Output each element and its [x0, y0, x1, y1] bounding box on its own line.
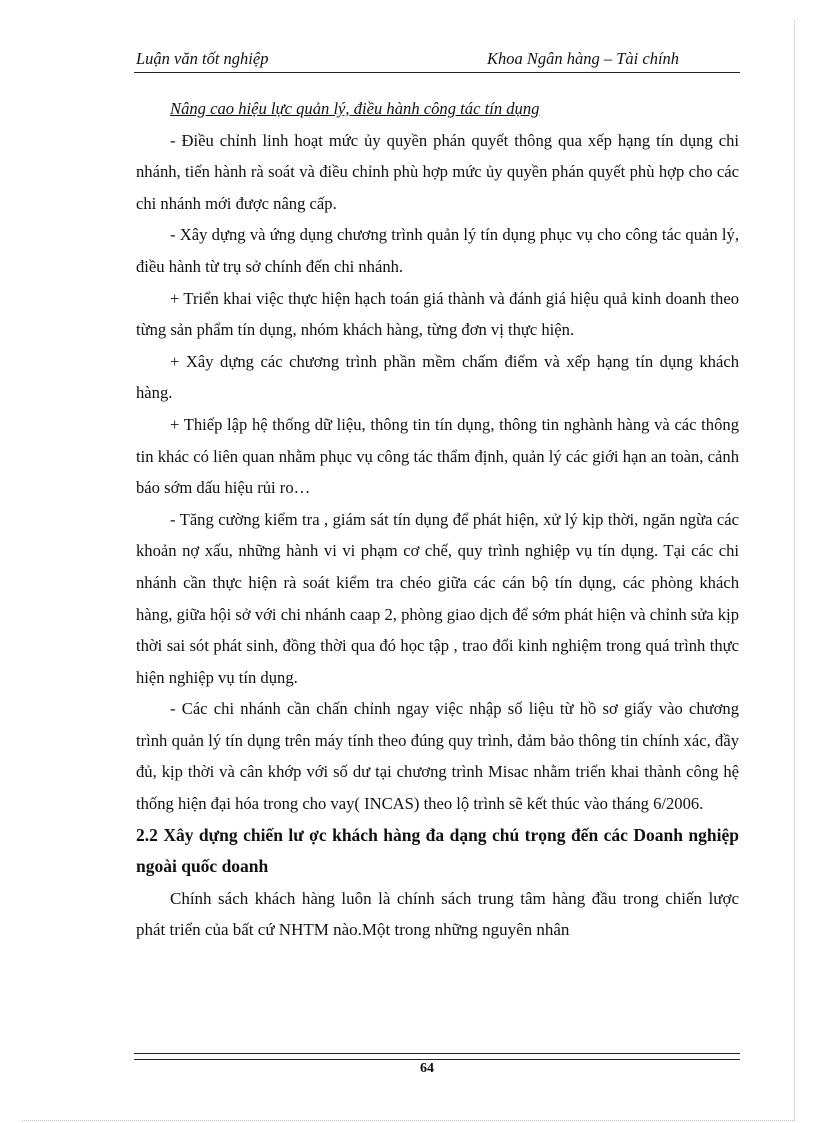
page-number: 64	[420, 1061, 434, 1076]
paragraph-customer-policy: Chính sách khách hàng luôn là chính sách trung tâm hàng đầu trong chiến lược phát triển của bất cứ NHTM nào.Một trong những nguyên nhân	[136, 888, 739, 940]
document-body	[136, 93, 739, 946]
footer-double-rule	[134, 1053, 740, 1060]
paragraph-delegation: - Điều chỉnh linh hoạt mức ủy quyền phán quyết thông qua xếp hạng tín dụng chi nhánh, tiến hành rà soát và điều chỉnh phù hợp mức ủy quyền phán quyết phù hợp cho các chi nhánh mới được nâng cấp.	[136, 130, 739, 213]
section-heading-2-2: 2.2 Xây dựng chiến lư ợc khách hàng đa dạng chú trọng đến các Doanh nghiệp ngoài quốc doanh	[136, 824, 739, 877]
header-thesis-title: Luận văn tốt nghiệp	[136, 49, 269, 68]
paragraph-data-system: + Thiếp lập hệ thống dữ liệu, thông tin tín dụng, thông tin nghành hàng và các thông tin khác có liên quan nhằm phục vụ công tác thẩm định, quản lý các giới hạn an toàn, cảnh báo sớm dấu hiệu rủi ro…	[136, 414, 739, 498]
paragraph-data-entry: - Các chi nhánh cần chấn chỉnh ngay việc nhập số liệu từ hồ sơ giấy vào chương trình quản lý tín dụng trên máy tính theo đúng quy trình, đảm bảo thông tin chính xác, đầy đủ, kịp thời và cân khớp với số dư tại chương trình Misac nhằm triển khai thành công hệ thống hiện đại hóa trong cho vay( INCAS) theo lộ trình sẽ kết thúc vào tháng 6/2006.	[136, 699, 739, 814]
paragraph-inspection: - Tăng cường kiểm tra , giám sát tín dụng để phát hiện, xử lý kịp thời, ngăn ngừa các khoản nợ xấu, những hành vi vi phạm cơ chế, quy trình nghiệp vụ tín dụng. Tại các chi nhánh cần thực hiện rà soát kiểm tra chéo giữa các cán bộ tín dụng, các phòng khách hàng, giữa hội sở với chi nhánh caap 2, phòng giao dịch để sớm phát hiện và chỉnh sửa kịp thời sai sót phát sinh, đồng thời qua đó học tập , trao đổi kinh nghiệm trong quá trình thực hiện nghiệp vụ tín dụng.	[136, 509, 739, 687]
section-subheading: Nâng cao hiệu lực quản lý, điều hành công tác tín dụng	[170, 99, 540, 118]
paragraph-cost-accounting: + Triển khai việc thực hiện hạch toán giá thành và đánh giá hiệu quả kinh doanh theo từng sản phẩm tín dụng, nhóm khách hàng, từng đơn vị thực hiện.	[136, 288, 739, 340]
page-header	[134, 46, 740, 73]
header-faculty: Khoa Ngân hàng – Tài chính	[487, 49, 680, 68]
paragraph-credit-program: - Xây dựng và ứng dụng chương trình quản lý tín dụng phục vụ cho công tác quản lý, điều hành từ trụ sở chính đến chi nhánh.	[136, 225, 739, 276]
paragraph-scoring-software: + Xây dựng các chương trình phần mềm chấm điểm và xếp hạng tín dụng khách hàng.	[136, 351, 739, 403]
